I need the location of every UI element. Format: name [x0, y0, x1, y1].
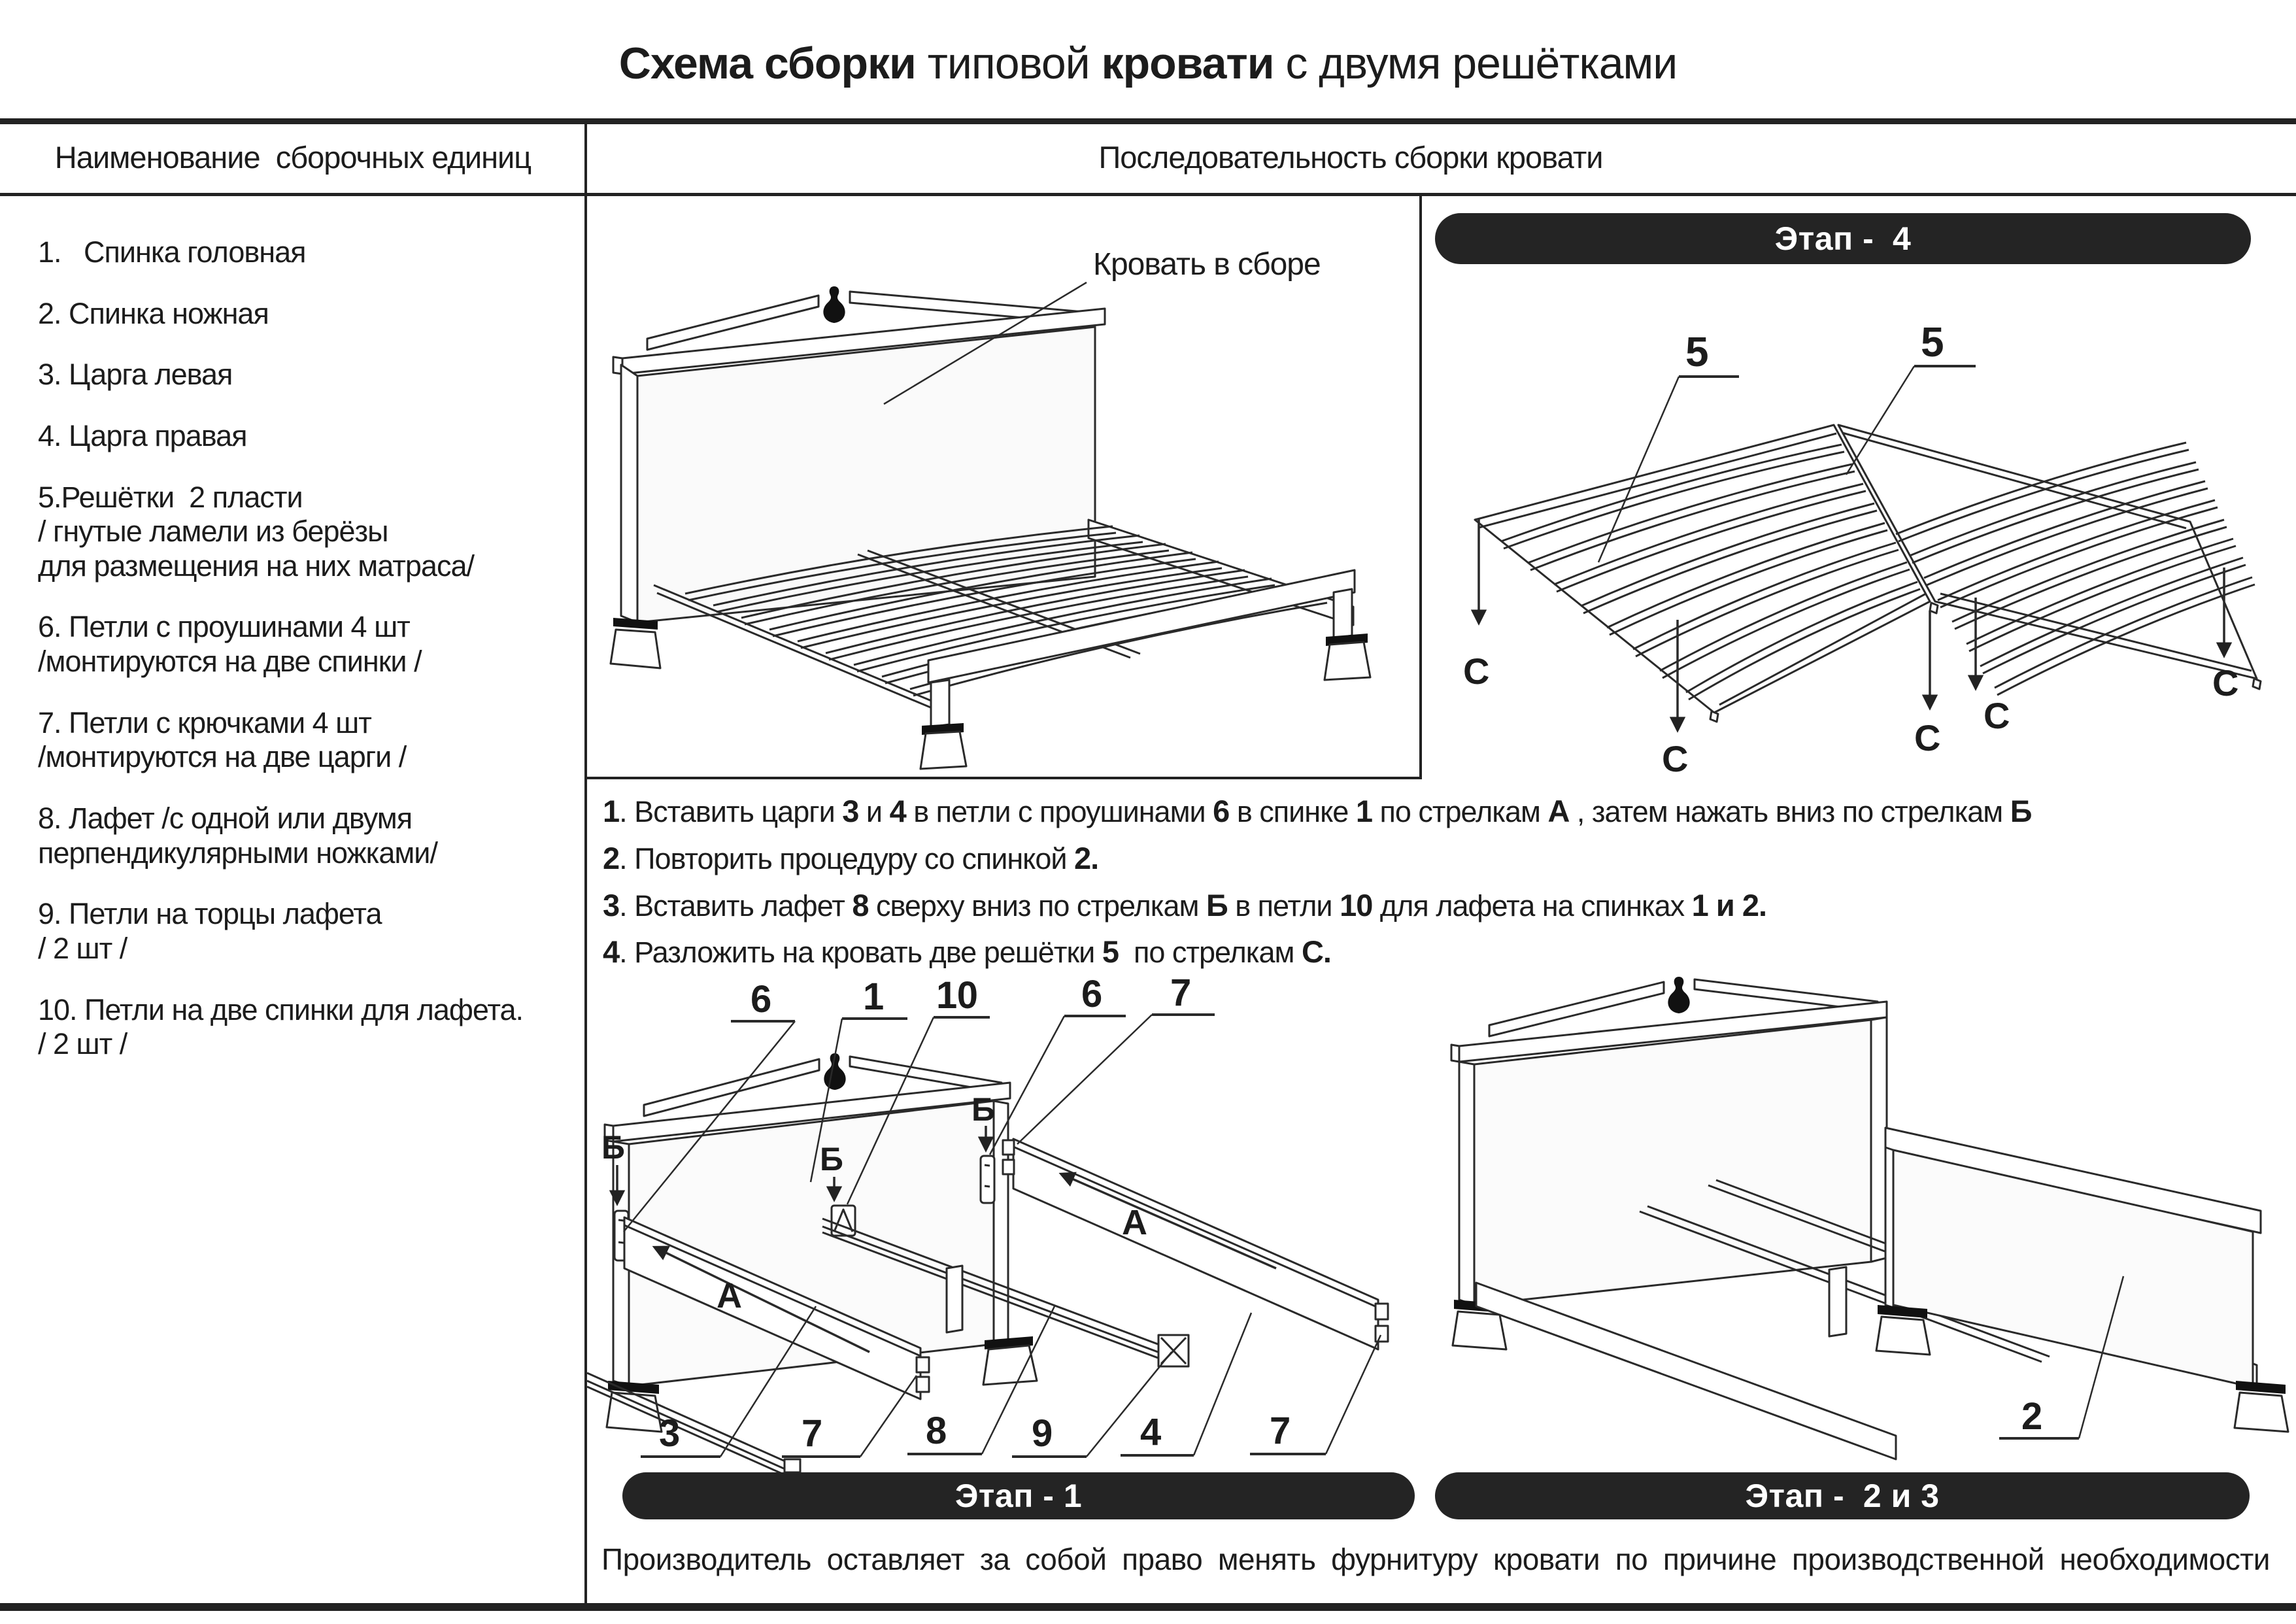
hook-hinge [917, 1357, 929, 1372]
stage1-banner: Этап - 1 [622, 1472, 1415, 1519]
arrow-letter-c: С [1662, 738, 1688, 779]
part-number-label: 2 [2021, 1395, 2042, 1438]
instruction-line: 1. Вставить царги 3 и 4 в петли с проушинами 6 в спинке 1 по стрелкам А , затем нажать вниз по стрелкам Б [603, 794, 2032, 828]
part-item: 10. Петли на две спинки для лафета. / 2 шт / [38, 992, 524, 1061]
headboard-left-leg [1453, 1311, 1506, 1349]
arrow-letter-c: С [1914, 717, 1940, 758]
hook-hinge [1376, 1326, 1388, 1342]
stage1-drawing [586, 949, 1423, 1472]
arrow-letter-b: Б [820, 1141, 843, 1177]
assembled-caption: Кровать в сборе [1093, 247, 1321, 282]
headboard-left-post [621, 365, 637, 622]
part-number-label: 7 [802, 1412, 822, 1455]
headboard-panel [1474, 1020, 1871, 1305]
headboard-right-leg [983, 1345, 1037, 1385]
hook-hinge [1376, 1304, 1388, 1319]
stage4-drawing [1422, 264, 2296, 781]
footboard-right-leg [2235, 1393, 2288, 1432]
footboard-left-post [1885, 1147, 1893, 1308]
arrow-letter-a: А [1122, 1203, 1147, 1242]
hook-hinge [1003, 1140, 1014, 1155]
headboard-left-post [1459, 1062, 1474, 1305]
part-item: 6. Петли с проушинами 4 шт /монтируются на две спинки / [38, 610, 422, 679]
arrow-letter-b: Б [601, 1129, 625, 1166]
part-item: 1. Спинка головная [38, 235, 306, 269]
part-number-label: 10 [936, 974, 978, 1017]
hook-hinge [1003, 1160, 1014, 1174]
corner-peg [1930, 603, 1938, 613]
footer-word: за [979, 1542, 1010, 1576]
footer-note [601, 1542, 2270, 1577]
stage23-banner: Этап - 2 и 3 [1435, 1472, 2250, 1519]
stage23-drawing [1428, 949, 2296, 1472]
footer-word: фурнитуру [1331, 1542, 1478, 1576]
part-item: 2. Спинка ножная [38, 296, 269, 330]
headboard-right-post [1871, 1017, 1887, 1262]
part-number-label: 7 [1270, 1410, 1291, 1452]
footboard-left-post [931, 680, 949, 727]
footboard-right-post [1334, 589, 1352, 639]
arrow-letter-c: С [2212, 662, 2238, 703]
footboard-right-leg [1325, 642, 1370, 680]
footboard-left-leg [1876, 1317, 1930, 1355]
footer-word: менять [1217, 1542, 1316, 1576]
left-column-header: Наименование сборочных единиц [54, 140, 532, 175]
footer-word: кровати [1493, 1542, 1600, 1576]
part-number-label: 4 [1140, 1411, 1161, 1453]
arrow-letter-c: С [1984, 695, 2010, 736]
lafet-end-bracket [785, 1459, 800, 1472]
hook-hinge [917, 1377, 929, 1392]
part-item: 5.Решётки 2 пласти / гнутые ламели из берёзы для размещения на них матраса/ [38, 480, 474, 583]
assembled-bed-drawing [586, 196, 1421, 778]
page-title: Схема сборки типовой кровати с двумя решётками [618, 39, 1678, 88]
part-item: 3. Царга левая [38, 358, 233, 392]
headboard-right-post [994, 1101, 1008, 1344]
parts-list [38, 235, 571, 1089]
footer-word: право [1122, 1542, 1203, 1576]
arrow-letter-a: А [717, 1276, 742, 1315]
grate-number: 5 [1921, 318, 1944, 365]
part-number-label: 3 [659, 1412, 680, 1455]
tsarga-right-edge [1013, 1147, 1378, 1308]
part-item: 8. Лафет /с одной или двумя перпендикулярными ножками/ [38, 802, 437, 870]
arrow-letter-b: Б [971, 1091, 995, 1128]
footboard-left-leg [920, 732, 966, 769]
footer-word: причине [1663, 1542, 1777, 1576]
lafet-leg [947, 1266, 962, 1332]
part-item: 4. Царга правая [38, 418, 247, 452]
instruction-line: 3. Вставить лафет 8 сверху вниз по стрелкам Б в петли 10 для лафета на спинках 1 и 2. [603, 887, 1767, 922]
headboard-left-leg [611, 630, 660, 668]
stage4-banner: Этап - 4 [1435, 213, 2251, 264]
footer-word: Производитель [601, 1542, 811, 1576]
corner-peg [2253, 679, 2261, 689]
part-number-label: 1 [863, 975, 884, 1018]
part-number-label: 8 [926, 1410, 947, 1452]
instruction-line: 2. Повторить процедуру со спинкой 2. [603, 840, 1099, 875]
part-number-label: 6 [751, 978, 771, 1021]
footer-word: производственной [1791, 1542, 2044, 1576]
cap-end [1451, 1045, 1459, 1062]
bottom-border [0, 1603, 2296, 1611]
footer-word: оставляет [826, 1542, 965, 1576]
grate-number: 5 [1685, 328, 1709, 375]
corner-peg [1710, 711, 1718, 722]
urn-ornament-icon [1668, 977, 1689, 1013]
right-column-header: Последовательность сборки кровати [1098, 140, 1603, 175]
part-number-label: 7 [1170, 972, 1191, 1014]
footer-word: необходимости [2059, 1542, 2270, 1576]
arrow-letter-c: С [1463, 651, 1489, 692]
urn-ornament-icon [823, 286, 845, 323]
part-item: 9. Петли на торцы лафета / 2 шт / [38, 897, 382, 965]
footer-word: по [1615, 1542, 1648, 1576]
instruction-line: 4. Разложить на кровать две решётки 5 по стрелкам С. [603, 934, 1331, 970]
eye-hinge-right [981, 1156, 994, 1203]
part-number-label: 6 [1081, 973, 1102, 1015]
footer-word: собой [1025, 1542, 1107, 1576]
part-item: 7. Петли с крючками 4 шт /монтируются на две царги / [38, 705, 407, 774]
part-number-label: 9 [1032, 1412, 1053, 1455]
lafet-leg [1829, 1267, 1846, 1336]
